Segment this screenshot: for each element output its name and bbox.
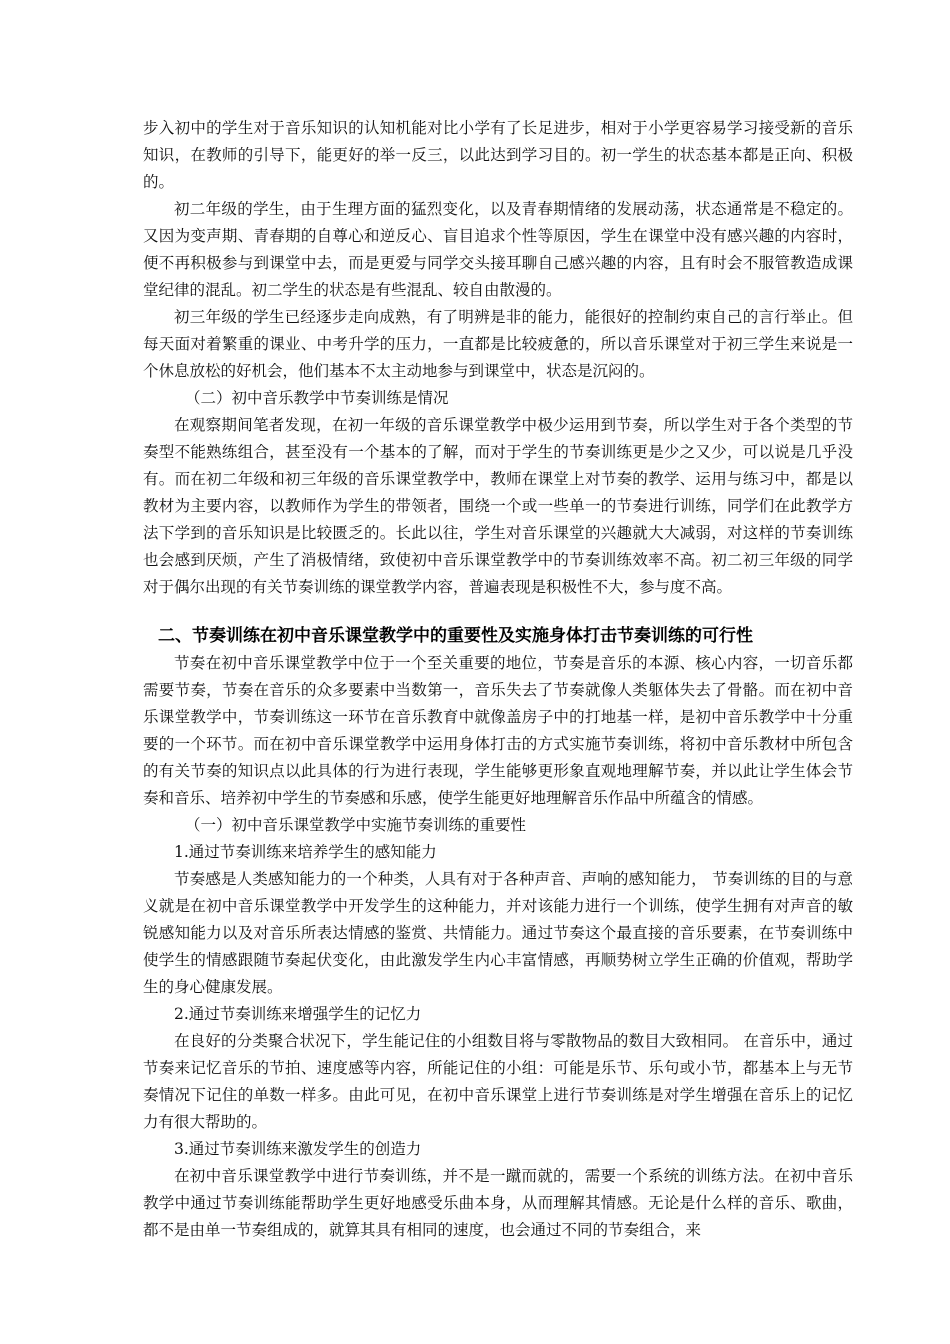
body-paragraph: 节奏感是人类感知能力的一个种类，人具有对于各种声音、声响的感知能力， 节奏训练的目的与意义就是在初中音乐课堂教学中开发学生的这种能力，并对该能力进行一个训练，使学生拥有对声音的敏锐感知能力以及对音乐所表达情感的鉴赏、共情能力。通过节奏这个最直接的音乐要素，在节奏训练中使学生的情感跟随节奏起伏变化，由此激发学生内心丰富情感，再顺势树立学生正确的价值观，帮助学生的身心健康发展。 [143, 870, 853, 996]
item-heading: 1.通过节奏训练来培养学生的感知能力 [174, 843, 437, 861]
body-paragraph: 在良好的分类聚合状况下，学生能记住的小组数目将与零散物品的数目大致相同。 在音乐中，通过节奏来记忆音乐的节拍、速度感等内容，所能记住的小组：可能是乐节、乐句或小节，都基本上与无节奏情况下记住的单数一样多。由此可见，在初中音乐课堂上进行节奏训练是对学生增强在音乐上的记忆力有很大帮助的。 [143, 1032, 853, 1131]
body-paragraph: 初二年级的学生，由于生理方面的猛烈变化，以及青春期情绪的发展动荡，状态通常是不稳定的。又因为变声期、青春期的自尊心和逆反心、盲目追求个性等原因，学生在课堂中没有感兴趣的内容时，便不再积极参与到课堂中去，而是更爱与同学交头接耳聊自己感兴趣的内容，且有时会不服管教造成课堂纪律的混乱。初二学生的状态是有些混乱、较自由散漫的。 [143, 200, 853, 299]
body-paragraph: 步入初中的学生对于音乐知识的认知机能对比小学有了长足进步，相对于小学更容易学习接受新的音乐知识，在教师的引导下，能更好的举一反三，以此达到学习目的。初一学生的状态基本都是正向、积极的。 [143, 119, 853, 191]
subsection-heading: （一）初中音乐课堂教学中实施节奏训练的重要性 [185, 816, 527, 834]
body-paragraph: 节奏在初中音乐课堂教学中位于一个至关重要的地位，节奏是音乐的本源、核心内容，一切音乐都需要节奏，节奏在音乐的众多要素中当数第一，音乐失去了节奏就像人类躯体失去了骨骼。而在初中音乐课堂教学中，节奏训练这一环节在音乐教育中就像盖房子中的打地基一样，是初中音乐教学中十分重要的一个环节。而在初中音乐课堂教学中运用身体打击的方式实施节奏训练，将初中音乐教材中所包含的有关节奏的知识点以此具体的行为进行表现，学生能够更形象直观地理解节奏，并以此让学生体会节奏和音乐、培养初中学生的节奏感和乐感，使学生能更好地理解音乐作品中所蕴含的情感。 [143, 654, 853, 807]
item-heading: 2.通过节奏训练来增强学生的记忆力 [174, 1005, 422, 1023]
body-paragraph: 在初中音乐课堂教学中进行节奏训练，并不是一蹴而就的，需要一个系统的训练方法。在初中音乐教学中通过节奏训练能帮助学生更好地感受乐曲本身，从而理解其情感。无论是什么样的音乐、歌曲，都不是由单一节奏组成的，就算其具有相同的速度，也会通过不同的节奏组合，来 [143, 1167, 853, 1239]
section-heading: 二、节奏训练在初中音乐课堂教学中的重要性及实施身体打击节奏训练的可行性 [158, 626, 753, 646]
subsection-heading: （二）初中音乐教学中节奏训练是情况 [185, 389, 449, 407]
body-paragraph: 在观察期间笔者发现，在初一年级的音乐课堂教学中极少运用到节奏，所以学生对于各个类型的节奏型不能熟练组合，甚至没有一个基本的了解，而对于学生的节奏训练更是少之又少，可以说是几乎没有。而在初二年级和初三年级的音乐课堂教学中，教师在课堂上对节奏的教学、运用与练习中，都是以教材为主要内容，以教师作为学生的带领者，围绕一个或一些单一的节奏进行训练，同学们在此教学方法下学到的音乐知识是比较匮乏的。长此以往，学生对音乐课堂的兴趣就大大减弱，对这样的节奏训练也会感到厌烦，产生了消极情绪，致使初中音乐课堂教学中的节奏训练效率不高。初二初三年级的同学对于偶尔出现的有关节奏训练的课堂教学内容，普遍表现是积极性不大，参与度不高。 [143, 416, 853, 596]
document-page [143, 115, 853, 1244]
body-paragraph: 初三年级的学生已经逐步走向成熟，有了明辨是非的能力，能很好的控制约束自己的言行举止。但每天面对着繁重的课业、中考升学的压力，一直都是比较疲惫的，所以音乐课堂对于初三学生来说是一个休息放松的好机会，他们基本不太主动地参与到课堂中，状态是沉闷的。 [143, 308, 853, 380]
item-heading: 3.通过节奏训练来激发学生的创造力 [174, 1140, 422, 1158]
